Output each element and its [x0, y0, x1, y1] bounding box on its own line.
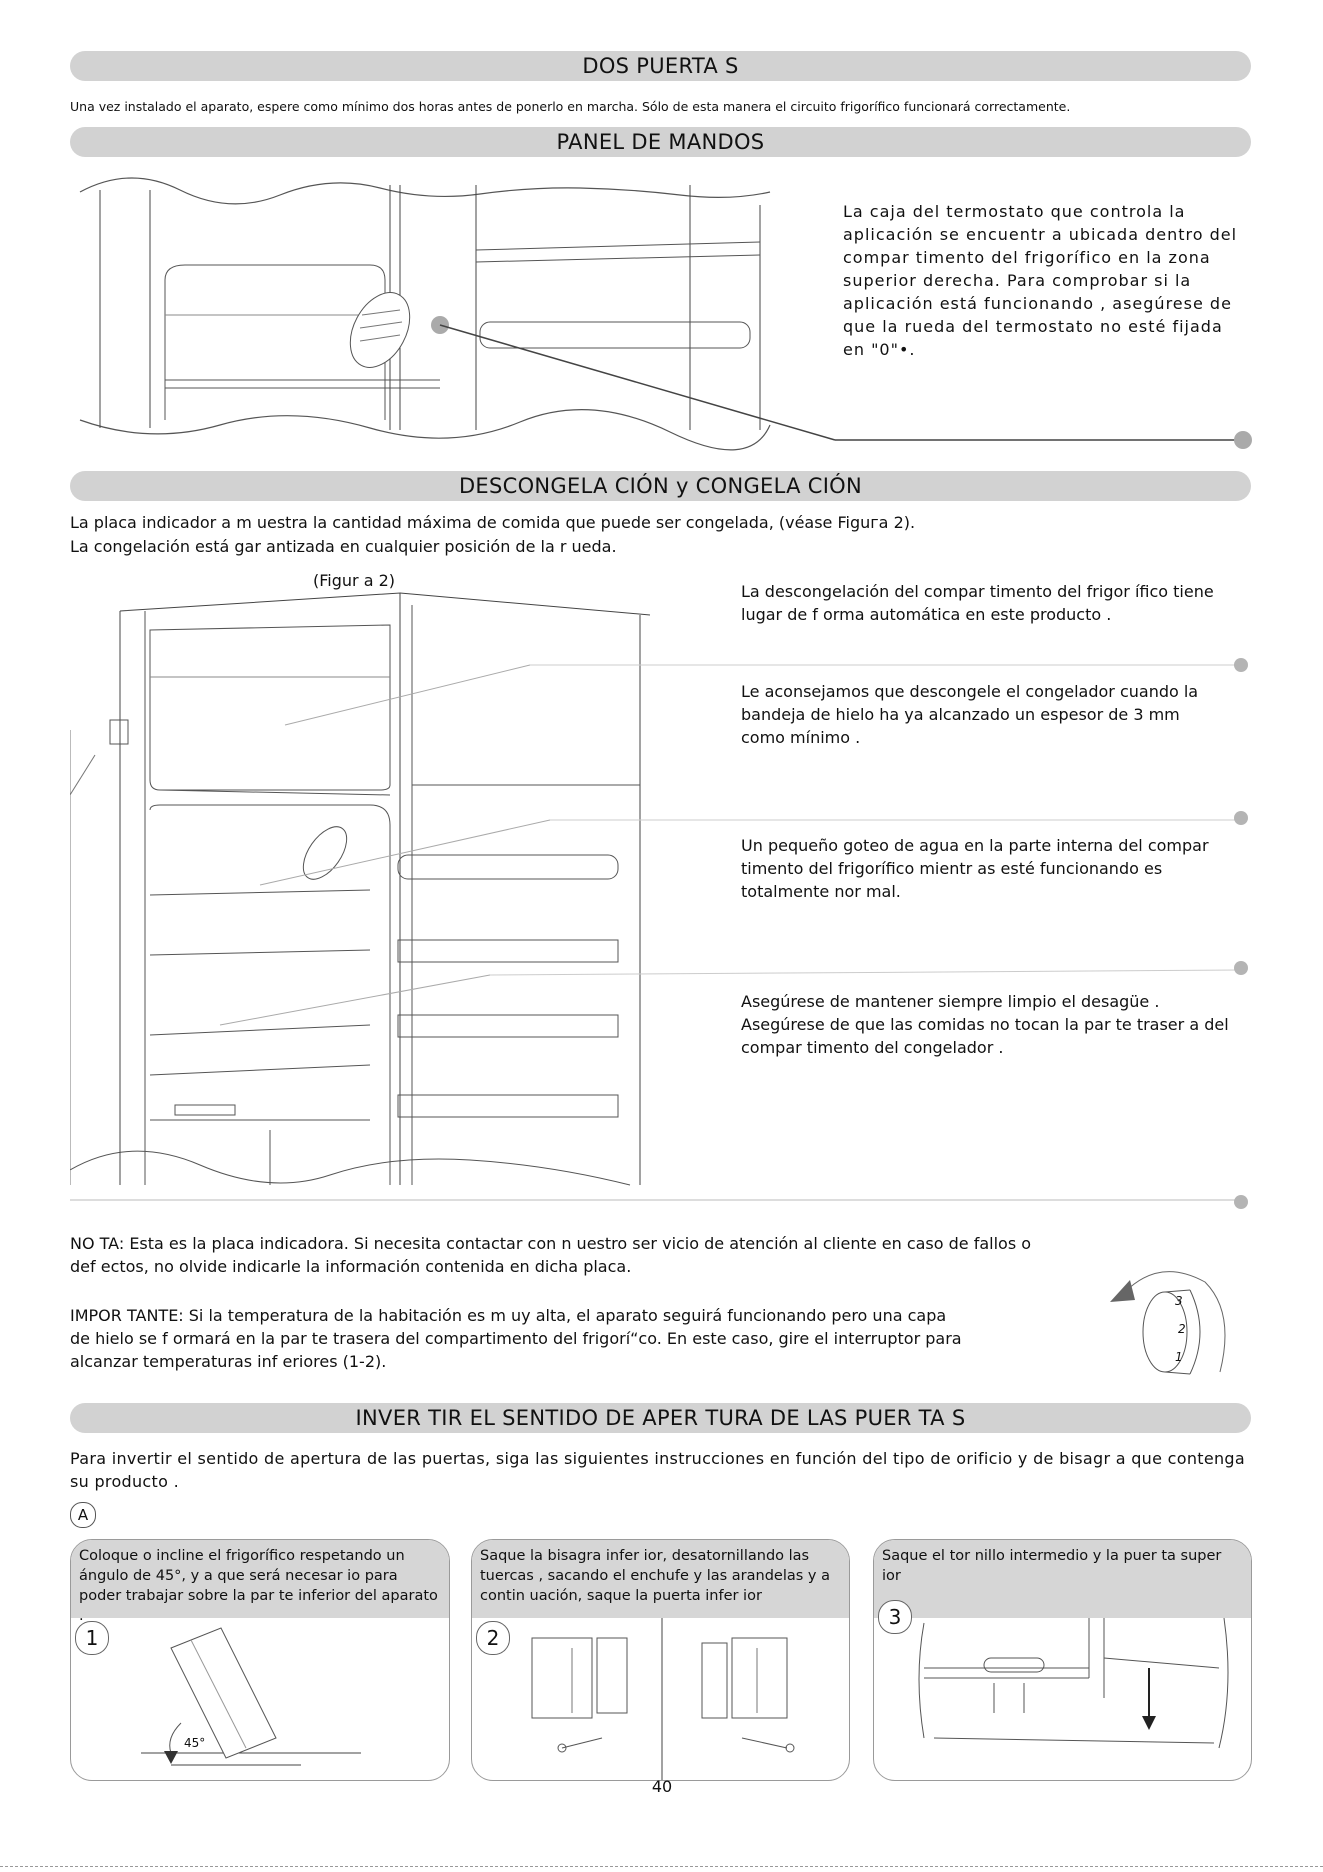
- note-water-drip: Un pequeño goteo de agua en la parte interna del compar timento del frigorífico mientr as esté funcionando es totalmente nor mal.: [741, 836, 1209, 901]
- dial-number-2: 2: [1178, 1322, 1186, 1336]
- note-clean-drain: Asegúrese de mantener siempre limpio el desagüe . Asegúrese de que las comidas no tocan la par te traser a del compar timento del congelador .: [741, 992, 1229, 1057]
- step-header: [71, 1540, 449, 1624]
- note-defrost-advice: Le aconsejamos que descongele el congelador cuando la bandeja de hielo ha ya alcanzado un espesor de 3 mm como mínimo .: [741, 682, 1199, 747]
- dial-number-3: 3: [1175, 1294, 1183, 1308]
- step-header: [472, 1540, 849, 1618]
- angle-label: 45°: [184, 1736, 206, 1750]
- step-1-text: Coloque o incline el frigorífico respetando un ángulo de 45°, y a que será necesar io para poder trabajar sobre la par te inferior del aparato .: [79, 1548, 438, 1624]
- step-1-number: 1: [75, 1621, 109, 1655]
- variant-label: A: [70, 1502, 96, 1528]
- step-3-number: 3: [878, 1600, 912, 1634]
- thermostat-description: La caja del termostato que controla la aplicación se encuentr a ubicada dentro del compar timento del frigorífico en la zona superior derecha. Para comprobar si la aplicación está funcionando , asegúrese de que la rueda del termostato no esté fijada en "0"•.: [843, 202, 1238, 359]
- arrow-down-icon: [164, 1751, 178, 1764]
- intro-text: Una vez instalado el aparato, espere como mínimo dos horas antes de ponerlo en marcha. Sólo de esta manera el circuito frigorífico funcionará correctamente.: [70, 99, 1071, 114]
- callout-dot: [1234, 811, 1248, 825]
- step-card-2: [471, 1539, 850, 1781]
- section-title-invertir-puertas: INVER TIR EL SENTIDO DE APER TURA DE LAS PUER TA S: [70, 1403, 1251, 1433]
- section-title-descongelacion: DESCONGELA CIÓN y CONGELA CIÓN: [70, 471, 1251, 501]
- step-card-3: [873, 1539, 1252, 1781]
- step-header: [874, 1540, 1251, 1618]
- step-2-text: Saque la bisagra infer ior, desatornillando las tuercas , sacando el enchufe y las arandelas y a contin uación, saque la puerta infer ior: [480, 1548, 830, 1604]
- page-number: 40: [651, 1777, 673, 1796]
- nota-text: NO TA: Esta es la placa indicadora. Si necesita contactar con n uestro ser vicio de atención al cliente en caso de fallos o def ectos, no olvide indicarle la información contenida en dicha placa.: [70, 1234, 1032, 1276]
- note-automatic-defrost: La descongelación del compar timento del frigor ífico tiene lugar de f orma automática en este producto .: [741, 582, 1214, 624]
- figure-2-caption: (Figur a 2): [313, 571, 395, 590]
- thermostat-dial-illustration: [1105, 1262, 1235, 1377]
- section-title-panel-de-mandos: PANEL DE MANDOS: [70, 127, 1251, 157]
- page-bottom-rule: [0, 1866, 1323, 1867]
- invertir-intro: Para invertir el sentido de apertura de las puertas, siga las siguientes instrucciones en función del tipo de orificio y de bisagr a que contenga su producto .: [70, 1449, 1245, 1491]
- descongelacion-line-2: La congelación está gar antizada en cualquier posición de la r ueda.: [70, 537, 617, 556]
- remove-hinge-illustration: [472, 1618, 849, 1780]
- arrow-down-icon: [1142, 1716, 1156, 1730]
- descongelacion-line-1: La placa indicador a m uestra la cantidad máxima de comida que puede ser congelada, (véase Figuгa 2).: [70, 513, 916, 532]
- callout-dot: [1234, 1195, 1248, 1209]
- importante-text: IMPOR TANTE: Si la temperatura de la habitación es m uy alta, el aparato seguirá funcionando pero una capa de hielo se f ormará en la par te trasera del compartimento del frigorí“co. En este caso, gire el interruptor para alcanzar temperaturas inf eriores (1-2).: [70, 1306, 962, 1371]
- step-2-number: 2: [476, 1621, 510, 1655]
- step-3-text: Saque el tor nillo intermedio y la puer ta super ior: [882, 1548, 1222, 1584]
- arrow-icon: [1110, 1280, 1135, 1302]
- tilt-fridge-illustration: [71, 1618, 449, 1780]
- dial-number-1: 1: [1175, 1350, 1183, 1364]
- callout-dot: [1234, 961, 1248, 975]
- callout-dot: [1234, 658, 1248, 672]
- section-title-dos-puertas: DOS PUERTA S: [70, 51, 1251, 81]
- remove-middle-screw-illustration: [874, 1618, 1251, 1780]
- step-card-1: [70, 1539, 450, 1781]
